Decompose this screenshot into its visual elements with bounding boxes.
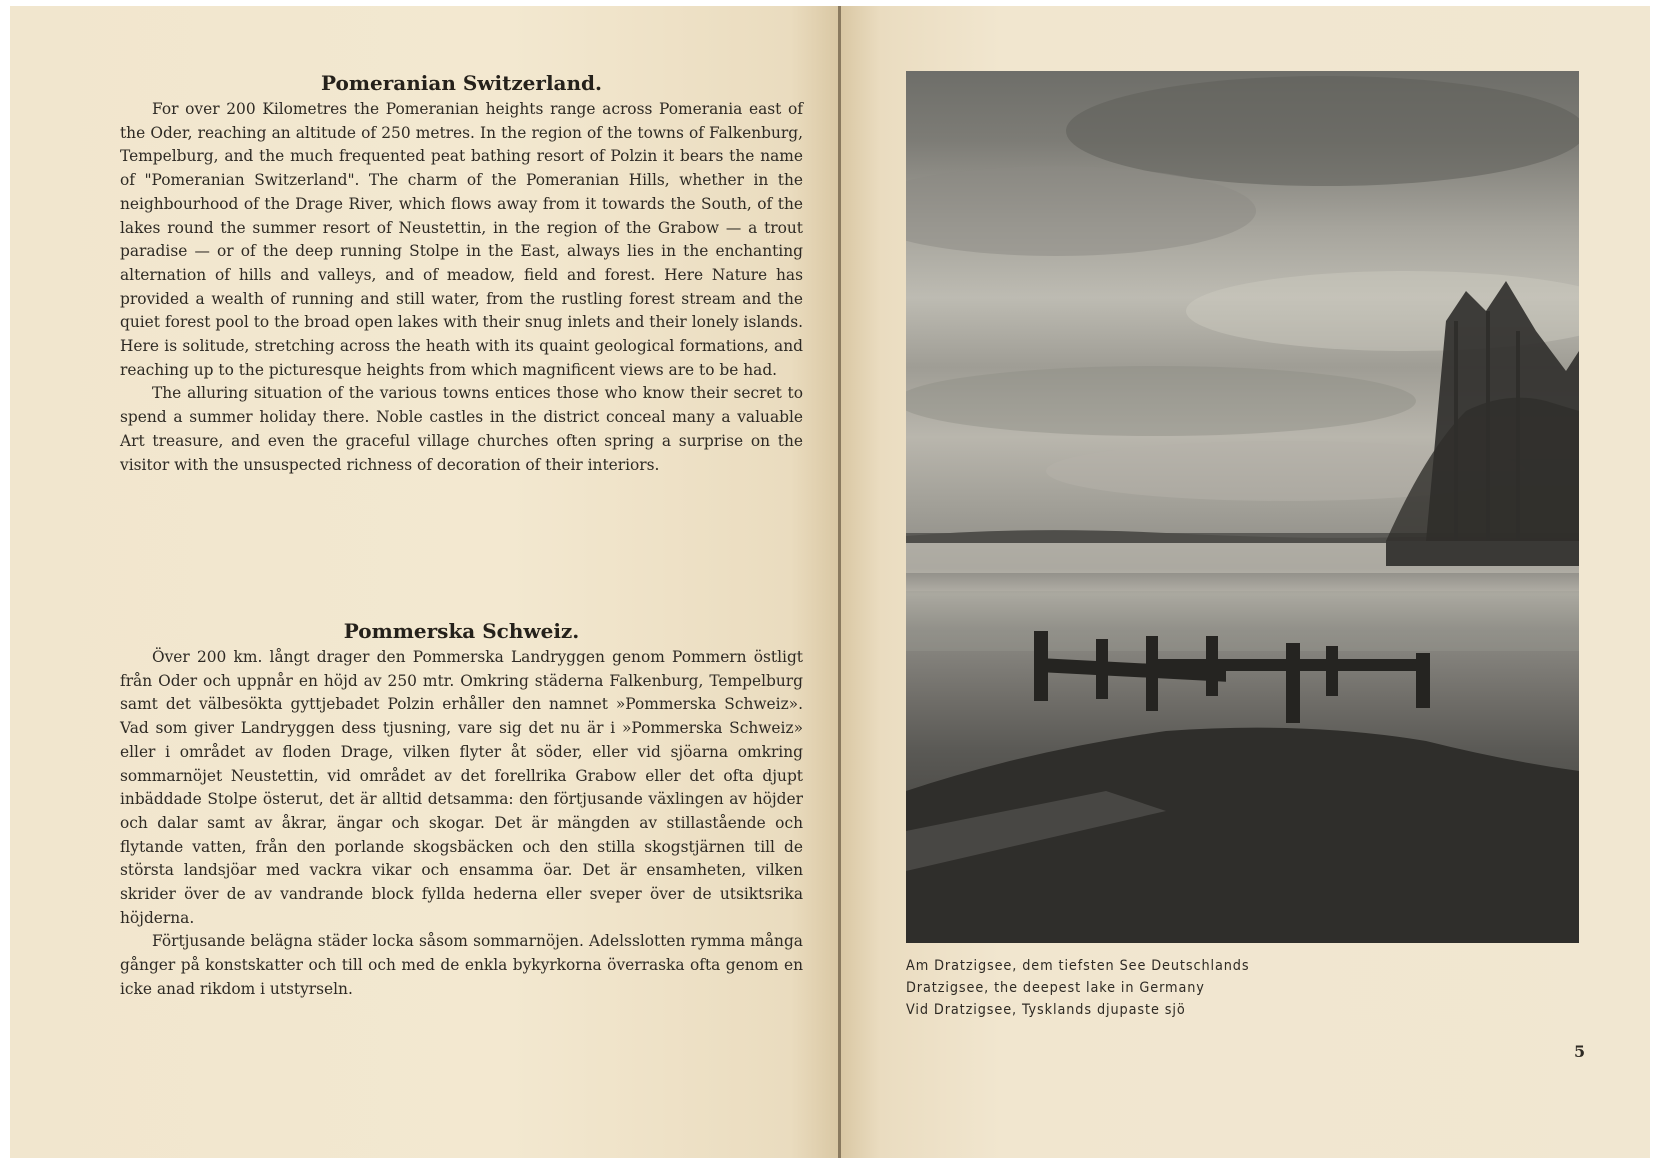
swedish-paragraph-2: Förtjusande belägna städer locka såsom sommarnöjen. Adelsslotten rymma många gånger på konstskatter och till och med de enkla bykyrkorna överraska ofta genom en icke anad rikdom i utstyrseln. xyxy=(120,932,803,998)
english-section xyxy=(120,70,803,477)
english-paragraph-2: The alluring situation of the various towns entices those who know their secret to spend a summer holiday there. Noble castles in the district conceal many a valuable Art treasure, and even the graceful village churches often spring a surprise on the visitor with the unsuspected richness of decoration of their interiors. xyxy=(120,384,803,474)
caption-english: Dratzigsee, the deepest lake in Germany xyxy=(906,980,1205,996)
page-number: 5 xyxy=(1574,1042,1586,1061)
lake-scene-illustration xyxy=(906,71,1579,943)
left-page xyxy=(10,6,840,1158)
english-paragraph-1: For over 200 Kilometres the Pomeranian heights range across Pomerania east of the Oder, reaching an altitude of 250 metres. In the region of the towns of Falkenburg, Tempelburg, and the much frequented peat bathing resort of Polzin it bears the name of "Pomeranian Switzerland". The charm of the Pomeranian Hills, whether in the neighbourhood of the Drage River, which flows away from it towards the South, of the lakes round the summer resort of Neustettin, in the region of the Grabow — a trout paradise — or of the deep running Stolpe in the East, always lies in the enchanting alternation of hills and valleys, and of meadow, field and forest. Here Nature has provided a wealth of running and still water, from the rustling forest stream and the quiet forest pool to the broad open lakes with their snug inlets and their lonely islands. Here is solitude, stretching across the heath with its quaint geological formations, and reaching up to the picturesque heights from which magnificent views are to be had. xyxy=(120,100,803,379)
caption-swedish: Vid Dratzigsee, Tysklands djupaste sjö xyxy=(906,1002,1186,1018)
book-gutter xyxy=(838,6,841,1158)
swedish-section xyxy=(120,618,803,1002)
caption-german: Am Dratzigsee, dem tiefsten See Deutschlands xyxy=(906,958,1250,974)
swedish-paragraph-1: Över 200 km. långt drager den Pommerska Landryggen genom Pommern östligt från Oder och uppnår en höjd av 250 mtr. Omkring städerna Falkenburg, Tempelburg samt det välbesökta gyttjebadet Polzin erhåller den namnet »Pommerska Schweiz». Vad som giver Landryggen dess tjusning, vare sig det nu är i »Pommerska Schweiz» eller i området av floden Drage, vilken flyter åt söder, eller vid sjöarna omkring sommarnöjet Neustettin, vid området av det forellrika Grabow eller det ofta djupt inbäddade Stolpe österut, det är alltid detsamma: den förtjusande växlingen av höjder och dalar samt av åkrar, ängar och skogar. Det är mängden av stillastående och flytande vatten, från den porlande skogsbäcken och den stilla skogstjärnen till de största landsjöar med vackra vikar och ensamma öar. Det är ensamheten, vilken skrider över de av vandrande block fyllda hederna eller sveper över de utsiktsrika höjderna. xyxy=(120,648,803,927)
english-heading: Pomeranian Switzerland. xyxy=(321,71,602,95)
swedish-heading: Pommerska Schweiz. xyxy=(343,619,580,643)
photo-caption xyxy=(906,955,1426,1021)
lake-photograph xyxy=(906,71,1579,943)
